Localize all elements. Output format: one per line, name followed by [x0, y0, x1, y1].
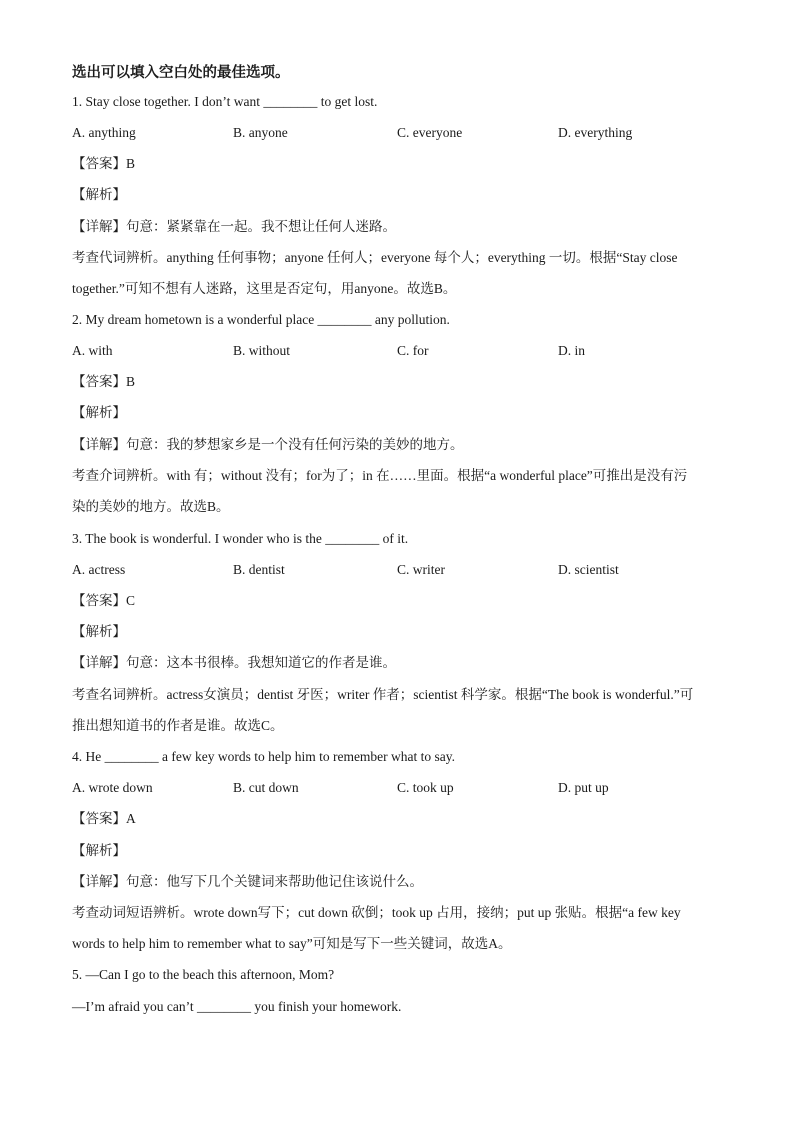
question-3-explanation-line-2: 推出想知道书的作者是谁。故选C。	[72, 718, 284, 733]
question-4-option-b: B. cut down	[233, 780, 299, 795]
question-3-stem: 3. The book is wonderful. I wonder who is the ________ of it.	[72, 531, 409, 546]
question-4-stem: 4. He ________ a few key words to help him to remember what to say.	[72, 749, 456, 764]
question-4-analysis-label: 【解析】	[72, 843, 126, 858]
question-4-option-d: D. put up	[558, 780, 609, 795]
section-heading: 选出可以填入空白处的最佳选项。	[72, 65, 290, 81]
question-3-detail: 【详解】句意：这本书很棒。我想知道它的作者是谁。	[72, 655, 396, 670]
question-1-option-a: A. anything	[72, 125, 136, 140]
question-4-explanation-line-2: words to help him to remember what to say”可知是写下一些关键词，故选A。	[72, 936, 512, 951]
question-1-option-b: B. anyone	[233, 125, 288, 140]
question-4-detail: 【详解】句意：他写下几个关键词来帮助他记住该说什么。	[72, 874, 423, 889]
question-4-option-c: C. took up	[397, 780, 454, 795]
question-1-answer: 【答案】B	[72, 156, 136, 171]
question-1-explanation-line-2: together.”可知不想有人迷路，这里是否定句，用anyone。故选B。	[72, 281, 457, 296]
question-2-option-b: B. without	[233, 343, 291, 358]
question-2-explanation-line-2: 染的美妙的地方。故选B。	[72, 499, 230, 514]
question-2-option-a: A. with	[72, 343, 113, 358]
question-1-option-d: D. everything	[558, 125, 633, 140]
question-3-option-c: C. writer	[397, 562, 445, 577]
question-3-option-b: B. dentist	[233, 562, 285, 577]
question-1-analysis-label: 【解析】	[72, 187, 126, 202]
question-1-detail: 【详解】句意：紧紧靠在一起。我不想让任何人迷路。	[72, 219, 396, 234]
question-2-analysis-label: 【解析】	[72, 405, 126, 420]
question-3-answer: 【答案】C	[72, 593, 136, 608]
question-2-explanation-line-1: 考查介词辨析。with 有；without 没有；for为了；in 在……里面。根据“a wonderful place”可推出是没有污	[72, 468, 688, 483]
question-3-option-d: D. scientist	[558, 562, 619, 577]
question-3-analysis-label: 【解析】	[72, 624, 126, 639]
question-2-stem: 2. My dream hometown is a wonderful place ________ any pollution.	[72, 312, 450, 327]
question-5-dialogue-line-2: —I’m afraid you can’t ________ you finish your homework.	[72, 999, 402, 1014]
question-2-option-c: C. for	[397, 343, 429, 358]
question-3-explanation-line-1: 考查名词辨析。actress女演员；dentist 牙医；writer 作者；scientist 科学家。根据“The book is wonderful.”可	[72, 687, 694, 702]
question-3-option-a: A. actress	[72, 562, 126, 577]
question-1-stem: 1. Stay close together. I don’t want ________ to get lost.	[72, 94, 378, 109]
question-2-option-d: D. in	[558, 343, 585, 358]
question-2-detail: 【详解】句意：我的梦想家乡是一个没有任何污染的美妙的地方。	[72, 437, 464, 452]
question-4-option-a: A. wrote down	[72, 780, 153, 795]
question-5-dialogue-line-1: 5. —Can I go to the beach this afternoon, Mom?	[72, 967, 335, 982]
question-1-explanation-line-1: 考查代词辨析。anything 任何事物；anyone 任何人；everyone 每个人；everything 一切。根据“Stay close	[72, 250, 678, 265]
question-4-answer: 【答案】A	[72, 811, 136, 826]
question-1-option-c: C. everyone	[397, 125, 463, 140]
question-4-explanation-line-1: 考查动词短语辨析。wrote down写下；cut down 砍倒；took up 占用，接纳；put up 张贴。根据“a few key	[72, 905, 681, 920]
question-2-answer: 【答案】B	[72, 374, 136, 389]
